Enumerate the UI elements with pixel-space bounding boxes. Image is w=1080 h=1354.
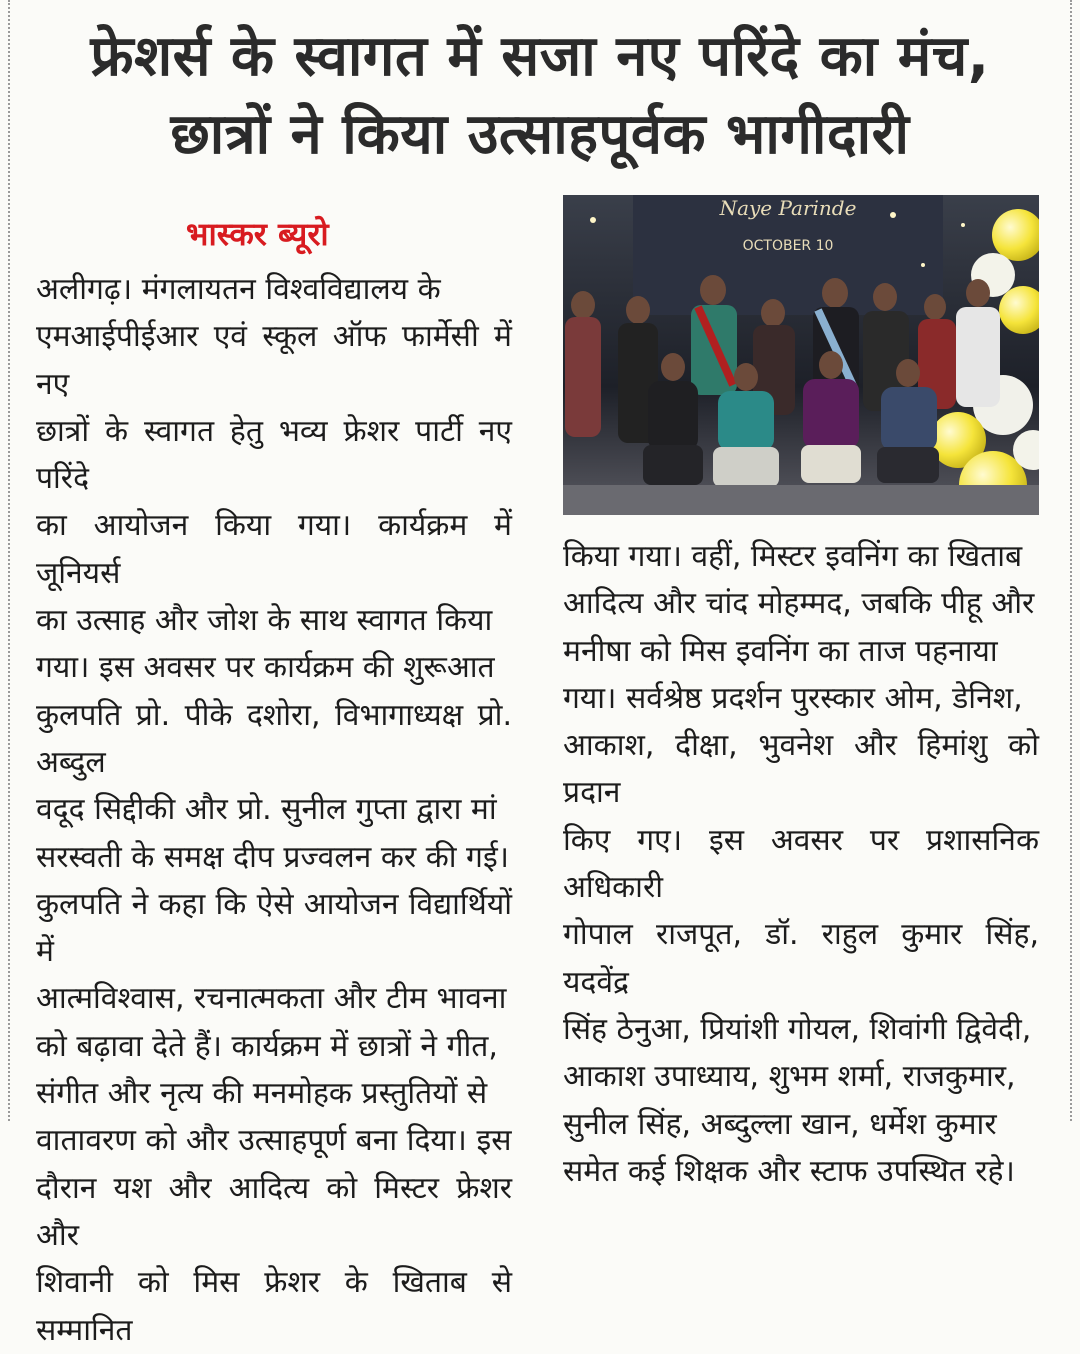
article-line: गया। सर्वश्रेष्ठ प्रदर्शन पुरस्कार ओम, डेनिश, xyxy=(563,680,1023,716)
article-line: अलीगढ़। मंगलायतन विश्वविद्यालय के xyxy=(36,272,441,307)
article-line: गया। इस अवसर पर कार्यक्रम की शुरूआत xyxy=(36,650,495,686)
article-line: समेत कई शिक्षक और स्टाफ उपस्थित रहे। xyxy=(563,1153,1015,1189)
article-line: किए गए। इस अवसर पर प्रशासनिक अधिकारी xyxy=(563,822,1039,906)
headline xyxy=(20,18,1060,174)
article-column-left xyxy=(36,266,512,1354)
article-line: किया गया। वहीं, मिस्टर इवनिंग का खिताब xyxy=(563,539,1023,574)
article-line: संगीत और नृत्य की मनमोहक प्रस्तुतियों से xyxy=(36,1076,488,1112)
article-line: आत्मविश्वास, रचनात्मकता और टीम भावना xyxy=(36,981,507,1017)
article-line: आकाश उपाध्याय, शुभम शर्मा, राजकुमार, xyxy=(563,1059,1016,1095)
article-line: कुलपति ने कहा कि ऐसे आयोजन विद्यार्थियों में xyxy=(36,886,512,970)
article-line: वदूद सिद्दीकी और प्रो. सुनील गुप्ता द्वारा मां xyxy=(36,792,497,828)
article-line: शिवानी को मिस फ्रेशर के खिताब से सम्मानित xyxy=(36,1265,512,1348)
banner-date: OCTOBER 10 xyxy=(742,238,834,254)
article-line: वातावरण को और उत्साहपूर्ण बना दिया। इस xyxy=(36,1123,512,1159)
article-line: आदित्य और चांद मोहम्मद, जबकि पीहू और xyxy=(563,586,1035,622)
byline: भास्कर ब्यूरो xyxy=(186,215,329,253)
article-line: एमआईपीईआर एवं स्कूल ऑफ फार्मेसी में नए xyxy=(36,319,512,402)
article-line: छात्रों के स्वागत हेतु भव्य फ्रेशर पार्टी नए परिंदे xyxy=(36,413,512,497)
article-line: का उत्साह और जोश के साथ स्वागत किया xyxy=(36,603,493,639)
headline-line-1: फ्रेशर्स के स्वागत में सजा नए परिंदे का मंच, xyxy=(90,24,990,89)
article-line: दौरान यश और आदित्य को मिस्टर फ्रेशर और xyxy=(36,1170,512,1253)
event-photo xyxy=(563,195,1039,515)
headline-line-2: छात्रों ने किया उत्साहपूर्वक भागीदारी xyxy=(170,102,910,167)
article-column-right xyxy=(563,533,1039,1195)
article-line: आकाश, दीक्षा, भुवनेश और हिमांशु को प्रदान xyxy=(563,728,1039,811)
left-column-rule xyxy=(8,0,10,1121)
article-line: सरस्वती के समक्ष दीप प्रज्वलन कर की गई। xyxy=(36,839,510,875)
article-line: गोपाल राजपूत, डॉ. राहुल कुमार सिंह, यदवेंद्र xyxy=(563,917,1039,1000)
article-line: सुनील सिंह, अब्दुल्ला खान, धर्मेश कुमार xyxy=(563,1106,997,1142)
right-column-rule xyxy=(1070,0,1072,1121)
article-line: को बढ़ावा देते हैं। कार्यक्रम में छात्रों ने गीत, xyxy=(36,1028,498,1064)
banner-title: Naye Parinde xyxy=(719,196,857,220)
article-line: मनीषा को मिस इवनिंग का ताज पहनाया xyxy=(563,633,998,669)
group-photo-illustration xyxy=(563,195,1039,515)
article-line: का आयोजन किया गया। कार्यक्रम में जूनियर्स xyxy=(36,508,512,591)
article-line: सिंह ठेनुआ, प्रियांशी गोयल, शिवांगी द्विवेदी, xyxy=(563,1011,1032,1047)
article-line: कुलपति प्रो. पीके दशोरा, विभागाध्यक्ष प्रो. अब्दुल xyxy=(36,697,512,780)
